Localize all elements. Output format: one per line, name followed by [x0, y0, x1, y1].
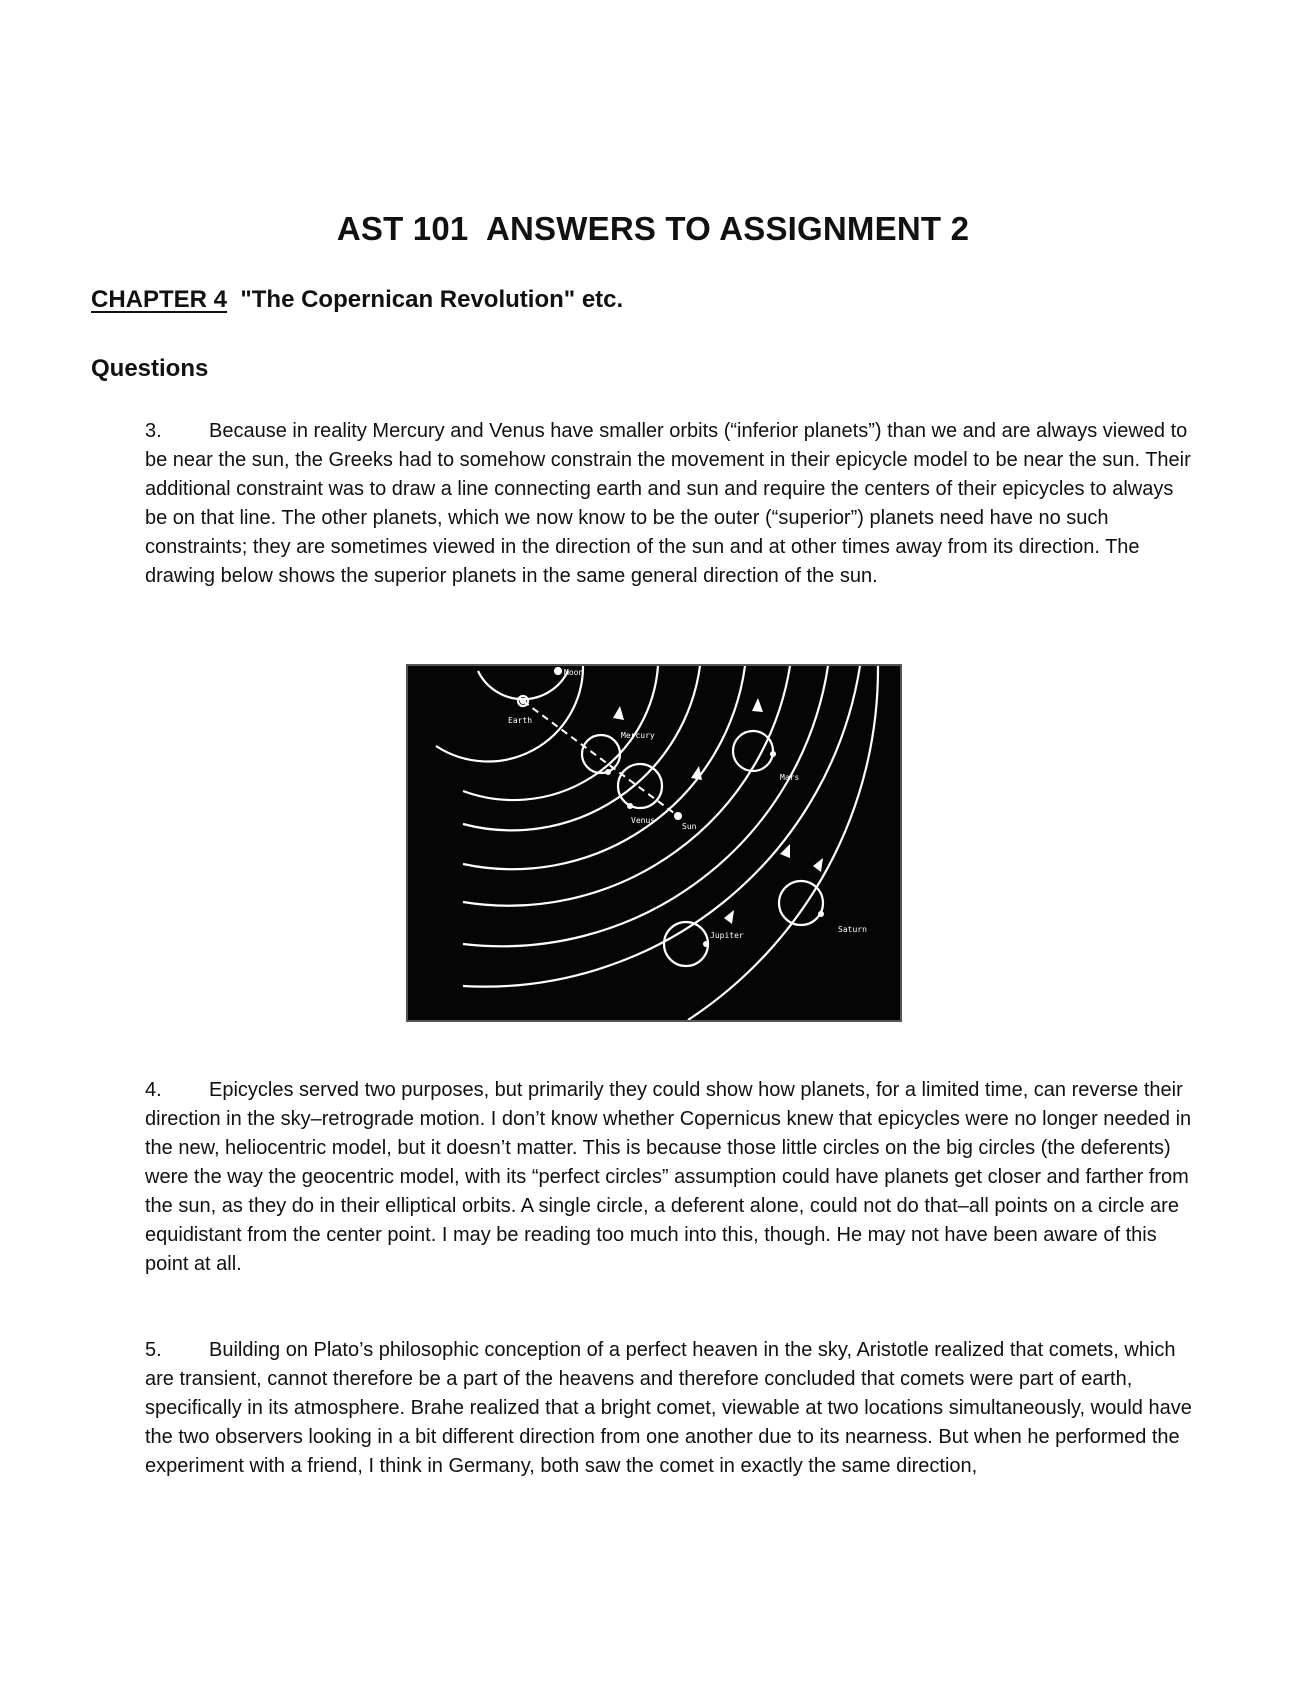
- chapter-title: "The Copernican Revolution" etc.: [240, 286, 624, 313]
- diagram-canvas: [408, 666, 900, 1020]
- arrow-icon: [613, 706, 624, 720]
- label-venus: Venus: [631, 816, 656, 825]
- arrow-icon: [752, 698, 763, 712]
- label-mercury: Mercury: [621, 731, 655, 740]
- deferent-saturn: [463, 666, 860, 987]
- epicycle-mars: [733, 731, 773, 771]
- deferent-jupiter: [463, 666, 828, 946]
- epicycle-venus: [618, 764, 662, 808]
- mercury-planet: [605, 769, 611, 775]
- answer-3: [145, 417, 1200, 591]
- document-title: AST 101 ANSWERS TO ASSIGNMENT 2: [336, 210, 970, 247]
- earth-sun-line: [523, 701, 678, 816]
- label-jupiter: Jupiter: [710, 931, 744, 940]
- label-mars: Mars: [780, 773, 800, 782]
- venus-planet: [627, 803, 633, 809]
- mars-planet: [770, 751, 776, 757]
- section-heading: Questions: [91, 355, 209, 382]
- moon-marker: [555, 668, 561, 674]
- label-sun: Sun: [682, 822, 697, 831]
- sun-marker: [674, 812, 682, 820]
- arrow-icon: [780, 844, 790, 858]
- answer-number: 5.: [145, 1339, 162, 1361]
- epicycle-mercury: [582, 735, 620, 773]
- answer-4: [145, 1076, 1200, 1279]
- arrow-icon: [691, 766, 702, 780]
- chapter-number: CHAPTER 4: [91, 286, 228, 313]
- answer-text: Building on Plato’s philosophic conception of a perfect heaven in the sky, Aristotle realized that comets, which are transient, cannot therefore be a part of the heavens and therefore concluded that comets were part of earth, specifically in its atmosphere. Brahe realized that a bright comet, viewable at two locations simultaneously, would have the two observers looking in a bit different direction from one another due to its nearness. But when he performed the experiment with a friend, I think in Germany, both saw the comet in exactly the same direction,: [145, 1339, 1192, 1477]
- answer-text: Because in reality Mercury and Venus have smaller orbits (“inferior planets”) than we and are always viewed to be near the sun, the Greeks had to somehow constrain the movement in their epicycle model to be near the sun. Their additional constraint was to draw a line connecting earth and sun and require the centers of their epicycles to always be on that line. The other planets, which we now know to be the outer (“superior”) planets need have no such constraints; they are sometimes viewed in the direction of the sun and at other times away from its direction. The drawing below shows the superior planets in the same general direction of the sun.: [145, 420, 1191, 587]
- label-moon: Moon: [564, 668, 584, 677]
- geocentric-epicycle-diagram: [406, 664, 902, 1022]
- answer-number: 4.: [145, 1079, 162, 1101]
- arrow-icon: [813, 858, 823, 872]
- label-saturn: Saturn: [838, 925, 867, 934]
- answer-5: [145, 1336, 1200, 1481]
- saturn-planet: [818, 911, 824, 917]
- deferent-sun: [463, 666, 700, 830]
- jupiter-planet: [703, 941, 709, 947]
- chapter-heading: [91, 286, 623, 314]
- answer-number: 3.: [145, 420, 162, 442]
- arrow-icon: [724, 910, 734, 924]
- answer-text: Epicycles served two purposes, but primarily they could show how planets, for a limited time, can reverse their direction in the sky–retrograde motion. I don’t know whether Copernicus knew that epicycles were no longer needed in the new, heliocentric model, but it doesn’t matter. This is because those little circles on the big circles (the deferents) were the way the geocentric model, with its “perfect circles” assumption could have planets get closer and farther from the sun, as they do in their elliptical orbits. A single circle, a deferent alone, could not do that–all points on a circle are equidistant from the center point. I may be reading too much into this, though. He may not have been aware of this point at all.: [145, 1079, 1192, 1275]
- epicycle-saturn: [779, 881, 823, 925]
- label-earth: Earth: [508, 716, 533, 725]
